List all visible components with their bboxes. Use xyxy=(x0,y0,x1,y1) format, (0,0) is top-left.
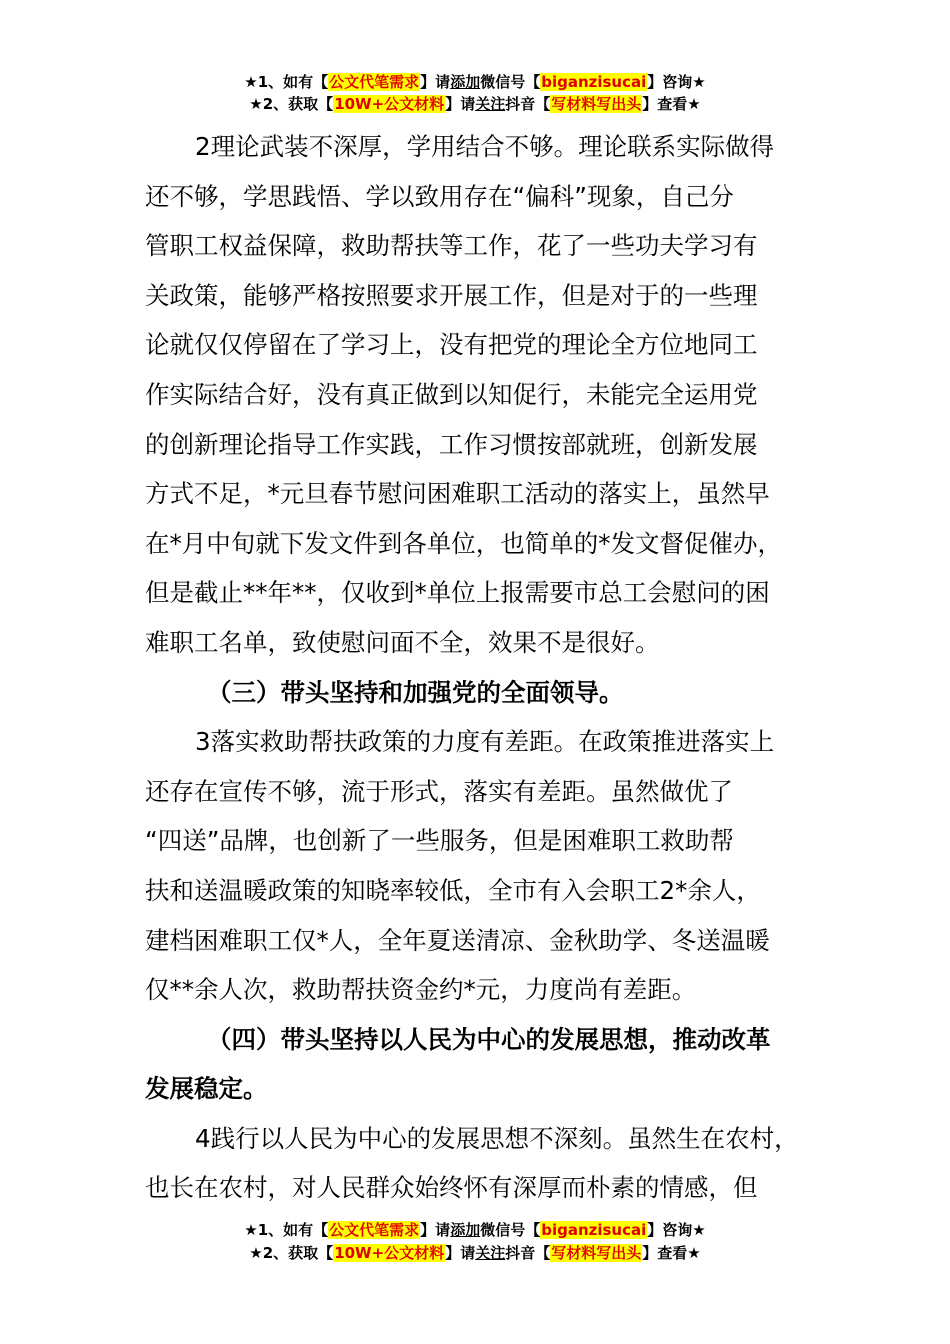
text-line: 也长在农村，对人民群众始终怀有深厚而朴素的情感，但 xyxy=(145,1173,758,1203)
section-heading-3 xyxy=(145,668,835,718)
footer-banner-line-1 xyxy=(0,1220,950,1240)
banner-highlight: 10W+公文材料 xyxy=(334,95,445,113)
header-banner-line-1 xyxy=(0,72,950,92)
banner-highlight: biganzisucai xyxy=(541,1221,647,1239)
banner-text: 微信号【 xyxy=(480,1221,541,1239)
banner-underlined: 添加 xyxy=(450,73,481,91)
banner-text: 】查看★ xyxy=(642,1244,701,1262)
banner-text: 抖音【 xyxy=(505,95,551,113)
section-heading-4 xyxy=(145,1015,835,1114)
heading-line: （四）带头坚持以人民为中心的发展思想，推动改革 xyxy=(207,1024,771,1054)
text-line: 但是截止**年**，仅收到*单位上报需要市总工会慰问的困 xyxy=(145,578,770,608)
banner-underlined: 关注 xyxy=(475,1244,506,1262)
banner-highlight: 公文代笔需求 xyxy=(329,1221,420,1239)
text-line: 方式不足，*元旦春节慰问困难职工活动的落实上，虽然早 xyxy=(145,479,770,509)
header-banner-line-2 xyxy=(0,94,950,114)
banner-highlight: biganzisucai xyxy=(541,73,647,91)
banner-highlight: 公文代笔需求 xyxy=(329,73,420,91)
banner-text: ★2、获取【 xyxy=(249,95,334,113)
text-line: 建档困难职工仅*人，全年夏送清凉、金秋助学、冬送温暖 xyxy=(145,925,770,955)
text-line: 还存在宣传不够，流于形式，落实有差距。虽然做优了 xyxy=(145,776,733,806)
banner-highlight: 写材料写出头 xyxy=(551,1244,642,1262)
text-line: 在*月中旬就下发文件到各单位，也简单的*发文督促催办， xyxy=(145,528,782,558)
banner-text: ★1、如有【 xyxy=(244,73,329,91)
text-line: 还不够，学思践悟、学以致用存在“偏科”现象，自己分 xyxy=(145,181,734,211)
footer-banner-line-2 xyxy=(0,1243,950,1263)
text-line: “四送”品牌，也创新了一些服务，但是困难职工救助帮 xyxy=(145,826,734,856)
banner-text: 微信号【 xyxy=(480,73,541,91)
banner-text: ★1、如有【 xyxy=(244,1221,329,1239)
text-line: 2理论武装不深厚，学用结合不够。理论联系实际做得 xyxy=(195,132,775,161)
banner-highlight: 写材料写出头 xyxy=(551,95,642,113)
banner-text: 】请 xyxy=(420,73,451,91)
heading-line: （三）带头坚持和加强党的全面领导。 xyxy=(207,677,624,707)
banner-text: 】请 xyxy=(420,1221,451,1239)
banner-text: 】咨询★ xyxy=(647,73,706,91)
banner-underlined: 添加 xyxy=(450,1221,481,1239)
banner-underlined: 关注 xyxy=(475,95,506,113)
banner-highlight: 10W+公文材料 xyxy=(334,1244,445,1262)
text-line: 论就仅仅停留在了学习上，没有把党的理论全方位地同工 xyxy=(145,330,758,360)
text-line: 3落实救助帮扶政策的力度有差距。在政策推进落实上 xyxy=(195,727,775,757)
text-line: 作实际结合好，没有真正做到以知促行，未能完全运用党 xyxy=(145,379,758,409)
banner-text: 抖音【 xyxy=(505,1244,551,1262)
paragraph-people-centered xyxy=(145,1114,835,1213)
text-line: 4践行以人民为中心的发展思想不深刻。虽然生在农村， xyxy=(195,1123,799,1153)
banner-text: 】查看★ xyxy=(642,95,701,113)
heading-line: 发展稳定。 xyxy=(145,1074,268,1104)
banner-text: ★2、获取【 xyxy=(249,1244,334,1262)
text-line: 关政策，能够严格按照要求开展工作，但是对于的一些理 xyxy=(145,280,758,310)
text-line: 仅**余人次，救助帮扶资金约*元，力度尚有差距。 xyxy=(145,975,697,1005)
document-body xyxy=(145,122,835,1213)
text-line: 难职工名单，致使慰问面不全，效果不是很好。 xyxy=(145,627,660,657)
paragraph-theory xyxy=(145,122,835,668)
text-line: 的创新理论指导工作实践，工作习惯按部就班，创新发展 xyxy=(145,429,758,459)
text-line: 管职工权益保障，救助帮扶等工作，花了一些功夫学习有 xyxy=(145,231,758,261)
paragraph-assistance xyxy=(145,717,835,1015)
text-line: 扶和送温暖政策的知晓率较低，全市有入会职工2*余人， xyxy=(145,875,761,905)
banner-text: 】咨询★ xyxy=(647,1221,706,1239)
banner-text: 】请 xyxy=(445,95,476,113)
banner-text: 】请 xyxy=(445,1244,476,1262)
